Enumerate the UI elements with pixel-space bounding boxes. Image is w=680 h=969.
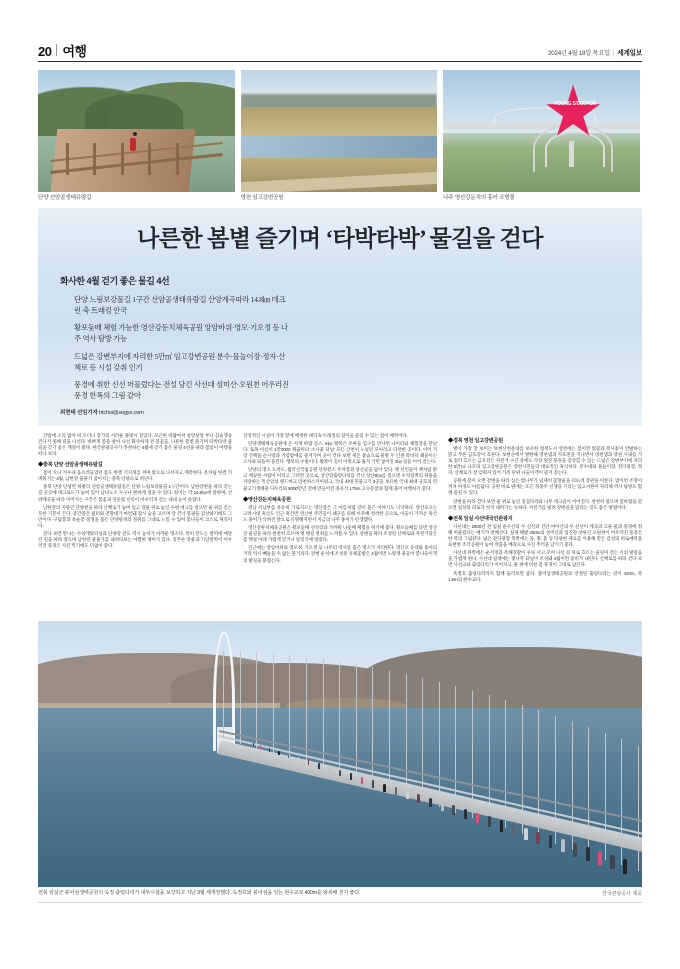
section-heading: ◆충북 단양 선암골생태유람길 [38, 462, 103, 469]
pedestrian [476, 813, 479, 824]
newspaper-name: 세계일보 [617, 50, 642, 57]
pedestrian [549, 835, 553, 848]
photo-naju-sculpture [443, 70, 640, 192]
section-heading: ◆경북 영천 임고강변공원 [448, 437, 503, 444]
body-paragraph: 충북 단양 단성면 하방리 선암골생태유람길은 단양 느림보강물길 1구간이다. 남한강변을 따라 걷는 길 곳곳에 데크로드가 놓여 있어 남녀노소 누구나 편하게 걸을 수 있다. 길이는 약 14.8㎞에 달하며, 산양계곡을 따라 이어지는 구간은 봄꽃과 연둣빛 신록이 어우러져 걷는 내내 눈이 즐겁다. [38, 484, 232, 502]
section-heading: ◆영산강둔치체육공원 [243, 496, 291, 503]
bridge-hanger [439, 682, 440, 807]
body-paragraph: 걷다 보면 만나는 수양개빛터널과 단양강 잔도 역시 놓치기 아까운 명소다. 특히 잔도는 절벽에 매달린 길을 따라 걸으며 남한강 물줄기를 내려다보는 아찔한 재미가 있다. 짙푸른 강물과 기암절벽이 어우러진 풍경은 사진 찍기에도 더없이 좋다. [38, 531, 232, 549]
railing-post [93, 143, 96, 175]
pedestrian [488, 816, 491, 827]
hiker-figure [130, 138, 136, 151]
publish-date: 2024년 4월 18일 목요일 [547, 49, 610, 57]
railing-post [148, 143, 151, 175]
body-paragraph: 영산강둔치체육공원은 황포돛배 선착장과 가까워 나룻배 체험을 하기에 좋다. 황포돛배를 타면 영산강 물길을 따라 천천히 흐르며 옛 뱃길 정취를 느껴볼 수 있다. 강변을 따라 조성된 산책로와 자전거길은 봄 햇살 아래 가볍게 걷거나 달리기에 알맞다. [243, 525, 437, 543]
pedestrian [339, 770, 341, 777]
railing-post [176, 143, 179, 175]
pedestrian [350, 773, 352, 780]
section-title: 여행 [62, 44, 87, 59]
body-paragraph: 상징적인 시설이 가장 앞에 배정한 대덕속 트래킹의 길이들 즐길 수 있는 점이 매력이다. [243, 432, 408, 438]
sculpture-pole [569, 141, 574, 167]
byline [60, 408, 290, 416]
intro-band [38, 266, 642, 426]
body-paragraph: 강변을 따라 걷다 보면 물 위로 놓인 징검다리와 나무 데크길이 이어진다. 천천히 걸으며 봄바람을 맞으면 일상의 피로가 씻겨 내려가는 듯하다. 자전거를 빌려 강변길을 달리는 것도 좋은 방법이다. [448, 498, 642, 510]
pedestrian [524, 828, 528, 840]
photo-cell-3 [443, 70, 640, 202]
masthead-right [548, 47, 642, 58]
photo-caption: 나주 영산강둔치의 홍어 조형물 [443, 195, 515, 201]
photo-yeongcheon-river [241, 70, 438, 192]
pedestrian [573, 843, 577, 857]
article-body [38, 433, 642, 615]
body-paragraph: 간밤에 소리 없이 비 오더니 강가의 서러운 풀빛이 짙었다. 모근한 바람마저 살랑살랑 부니 심술생숭 견디지 못해 길을 나선다. 바쁘게 봄을 살아 나선 화사하게 핀 봄꽃들. 나른한 봄볕 즐기며 타박타박 물길을 걷기 좋은 계절이 왔다. 한국관광공사가 추천하는 4월에 걷기 좋은 물길 4선을 따라 봄맞이 여행을 떠나 보자. [38, 432, 232, 457]
footer-rule [38, 902, 642, 903]
bottom-photo [38, 621, 642, 887]
pedestrian [253, 743, 254, 746]
pedestrian [512, 824, 515, 836]
body-paragraph: 사선대는 2000년 전 임실 운수산의 두 신선과 진안 마이산의 두 신선이 계곡의 고운 물과 풍경에 취해 머물렀다는 예기가 전해진다. 실제 해발 430m의 성미산과 섬진강 상류인 오원천이 어우러진 풍경은 한 폭의 그림같다. 넓은 잔디광장 북쪽에는 돌, 철, 흙 등 다양한 재료를 이용해 만든 감성의 희로애락을 표현한 조각공원이 놓여 작품을 배경으로 사진 추억을 남기기 좋다. [448, 523, 642, 548]
pedestrian [610, 855, 614, 870]
headline-band [38, 208, 642, 266]
pedestrian [464, 809, 467, 819]
reed-field [241, 107, 438, 139]
hiker-head [133, 132, 137, 136]
photo-caption: 영천 임고강변공원 [240, 195, 284, 201]
pedestrian [361, 777, 363, 784]
top-photo-strip [38, 70, 642, 202]
bridge-hanger [240, 651, 241, 744]
byline-email[interactable]: htchoi@segye.com [99, 409, 144, 416]
pedestrian [278, 751, 279, 755]
bridge-hanger [372, 667, 373, 786]
bottom-caption-row [38, 890, 642, 897]
body-paragraph: 단양생태체육공원에 온 사계 바람 돋스, 9㎞ 왕복은 조마들 입구를 만나면 나이터와 체험장을 만난다. 토목 이름이 1만2000 제곱미터 '소사울 터널' 모든 산천이 노닐던 모아라고 다련한 곳이다. 이어 가장 산책을 손사랑과 기암밭에를 즐겨가며 곳이 걷다 보면 세온 붙숨으로 물방 두 인천 폭바닥 왜돌이는 소사와 되돌아 돌린다. 행복의 수빛이다. 왕복이 길이 이쪽으로 옮겨 가면 굽어진 2㎞ 길을 이어 걷는다. [243, 440, 437, 465]
column-middle [243, 433, 437, 615]
intro-column [60, 274, 290, 416]
body-paragraph: 전남 서남부를 유유히 가로지르는 영산강은 그 이름처럼 강이 품은 이야기도 넉넉하다. 영산포구는 고려시대 흑산도 인근 흑산면 영산현 주민들이 왜구를 피해 이주해 정착한 곳으로, 이들이 가져온 흑산도 홍어가 삭혀진 맛으로 유명해지면서 지금의 나주 홍어가 탄생했다. [243, 504, 437, 522]
intro-paragraph: 황포돛배 체험 가능한 영산강둔치체육공원 앙암바위·영모·기오정 등 나주 역사 탐방 가능 [74, 323, 288, 344]
pedestrian [536, 832, 540, 845]
intro-paragraph: 드넓은 강변부지에 자리한 5만㎡ 임고강변공원 분수·물놀이장·정자·산책로 등 시설 갖춰 인기 [74, 351, 286, 372]
body-paragraph: 단양의 명소 도착도, 월악산국립공원 단양분소 주차장과 상산골을 담아 있다. 옛 선인들이 책처럼 맑고 깨끗한 사람이 어리고 그러면 곳으로, 상산암출렁다리를 건너 상산8㎞를 걸으면 수직절벽의 위용을 자랑하는 특산암의 랜드마크 만천하스카이워크, 국내 최대 민물고기 2곳을 보유한 국내 최대 규모의 민물고기생태관 다누리와 5000만년 전에 만들어진 종유석 175m 고수동굴과 함께 묶어 여행하기 좋다. [243, 467, 437, 491]
bridge-deck [443, 124, 640, 129]
pedestrian [586, 847, 590, 861]
masthead [38, 40, 642, 62]
column-right [448, 433, 642, 615]
masthead-divider [56, 44, 57, 56]
body-paragraph: 봄이 오니 겨우내 움츠러들었던 몸도 한껏 기지개를 켜며 밖으로 나서자고 재촉한다. 옷차림 한결 가벼워지는 4월, 남한강 물줄기 굽이치는 충북 단양으로 떠난다. [38, 470, 232, 482]
masthead-left [38, 44, 86, 58]
bridge-hanger [638, 746, 639, 871]
page-number: 20 [38, 44, 52, 59]
masthead-separator: | [612, 48, 615, 56]
photo-credit: 한국관광공사 제공 [601, 890, 642, 897]
byline-author: 최현태 선임기자 [60, 409, 98, 416]
pedestrian [452, 805, 455, 815]
body-paragraph: 옥정호 출렁다리까지 함께 둘러보면 좋다. 붕어섬생태공원과 연결된 출렁다리는 길이 420m, 폭 1.5m의 현수교다. [448, 570, 642, 582]
railing-post [121, 143, 124, 175]
photo-cell-1 [38, 70, 235, 202]
intro-paragraph: 단양 느림보강물길 1구간 선암골생태유람길 산양계곡따라 14.8㎞ 데크런 축 트래킹 안국 [74, 294, 286, 315]
pedestrian [417, 794, 420, 803]
river-layer [241, 136, 438, 160]
pedestrian [406, 791, 409, 800]
pedestrian [395, 787, 397, 795]
bridge-hanger [339, 662, 340, 776]
bridge-hanger [223, 651, 224, 739]
bottom-photo-caption: 전북 임실군 붕어섬생태공원의 옥정 출렁다리가 내부시설을 보강하고 지난 3월 재개장했다. 옥정호와 붕어섬을 잇는 현수교로 400m를 왕복해 걷기 좋다. [38, 889, 361, 896]
bridge-hanger [273, 653, 274, 754]
pedestrian [561, 839, 565, 852]
photo-danyang-trail [38, 70, 235, 192]
body-paragraph: 별이 가장 잘 보이는 보현산천문대를 보유한 청정도시 영천에는 봄이면 벚꽃과 복사꽃이 만발하는 맑고 푸른 금호강이 흐른다. 보현산에서 발원해 영천댐과 자호천을 지나면서 영천댐과 영천 시내를 가로 질러 흐르는 금호강은 자전거 구간 중에도 가장 멋진 풍경을 감상할 수 있는 드넓은 강변부지에 자리한 5만㎡ 규모의 임고강변공원은 영천시민들의 대표적인 휴식처다. 분수대와 물놀이장, 잔디광장, 정자, 산책로가 잘 갖춰져 있어 가족 단위 나들이객이 즐겨 찾는다. [448, 445, 642, 476]
photo-caption: 단양 선암골생태유람길 [38, 195, 92, 201]
pedestrian [500, 820, 503, 831]
pedestrian [318, 763, 320, 769]
sculpture-label: YOUNG STAR FOR [553, 100, 597, 107]
pedestrian [429, 798, 432, 807]
intro-paragraph: 풍경에 취한 신선 머물렀다는 전설 담긴 사선대 섬미산·오원천 어우러진 풍경 한폭의 그림 같아 [74, 380, 289, 401]
intro-title: 화사한 4월 걷기 좋은 물길 4선 [60, 275, 170, 286]
body-paragraph: 남한강의 지류인 단양천을 따라 산책로가 놓여 있고 강물 위로 놓인 수변 데크를 걸으면 물 위를 걷는 듯한 기분이 든다. 중간중간 쉼터와 전망대가 마련돼 잠시 숨을 고르며 강 건너 풍광을 감상하기에도 그만이다. 구담봉과 옥순봉 절경을 품은 단양팔경의 정취를 그대로 느낄 수 있어 봄나들이 코스로 제격이다. [38, 504, 232, 529]
pedestrian [383, 784, 385, 792]
body-paragraph: 사선대 위쪽에는 운서정과 옥해경찰이 우뚝 서고 모여 나선 길 위로 흐르는 물길이 걷는 이의 발걸음을 가볍게 한다. 사선대 일대에는 벚나무 터널이 조성돼 4월이면 꽃비가 내린다. 산책로를 따라 걷다 보면 사선교와 출렁다리가 이어지고, 물 위에 비친 봄 풍경이 그대로 담긴다. [448, 550, 642, 568]
pedestrian [598, 851, 602, 865]
body-paragraph: 인근에는 앙암바위와 영모정, 기오정 등 나주의 역사를 품은 명소가 자리한다. 영산포 등대와 홍어의 거리 역시 빼놓을 수 없는 볼거리다. 강변 둔치에 조성된 유채꽃밭은 4월이면 노랗게 물들어 봄나들이객의 발길을 붙잡는다. [243, 545, 437, 563]
pedestrian [623, 859, 627, 874]
bridge-hanger [356, 664, 357, 781]
pedestrian [441, 802, 444, 812]
railing-post [66, 143, 69, 175]
section-heading: ◆전북 임실 사선대국민관광지 [448, 515, 513, 522]
body-paragraph: 공원에 봄이 오면 강변을 따라 심은 벚나무가 일제히 꽃망울을 터뜨려 장관을 이룬다. 밤이면 조명이 켜져 야경도 아름답다. 공원 바로 옆에는 포은 정몽주 선생을 기리는 임고서원이 자리해 역사 탐방도 함께 즐길 수 있다. [448, 478, 642, 496]
photo-cell-2 [241, 70, 438, 202]
column-left [38, 433, 232, 615]
pedestrian [288, 754, 289, 759]
pedestrian [298, 757, 300, 762]
article-headline: 나른한 봄볕 즐기며 ‘타박타박’ 물길을 걷다 [137, 226, 543, 252]
sculpture-arc [545, 131, 605, 167]
bridge-hanger [256, 652, 257, 749]
